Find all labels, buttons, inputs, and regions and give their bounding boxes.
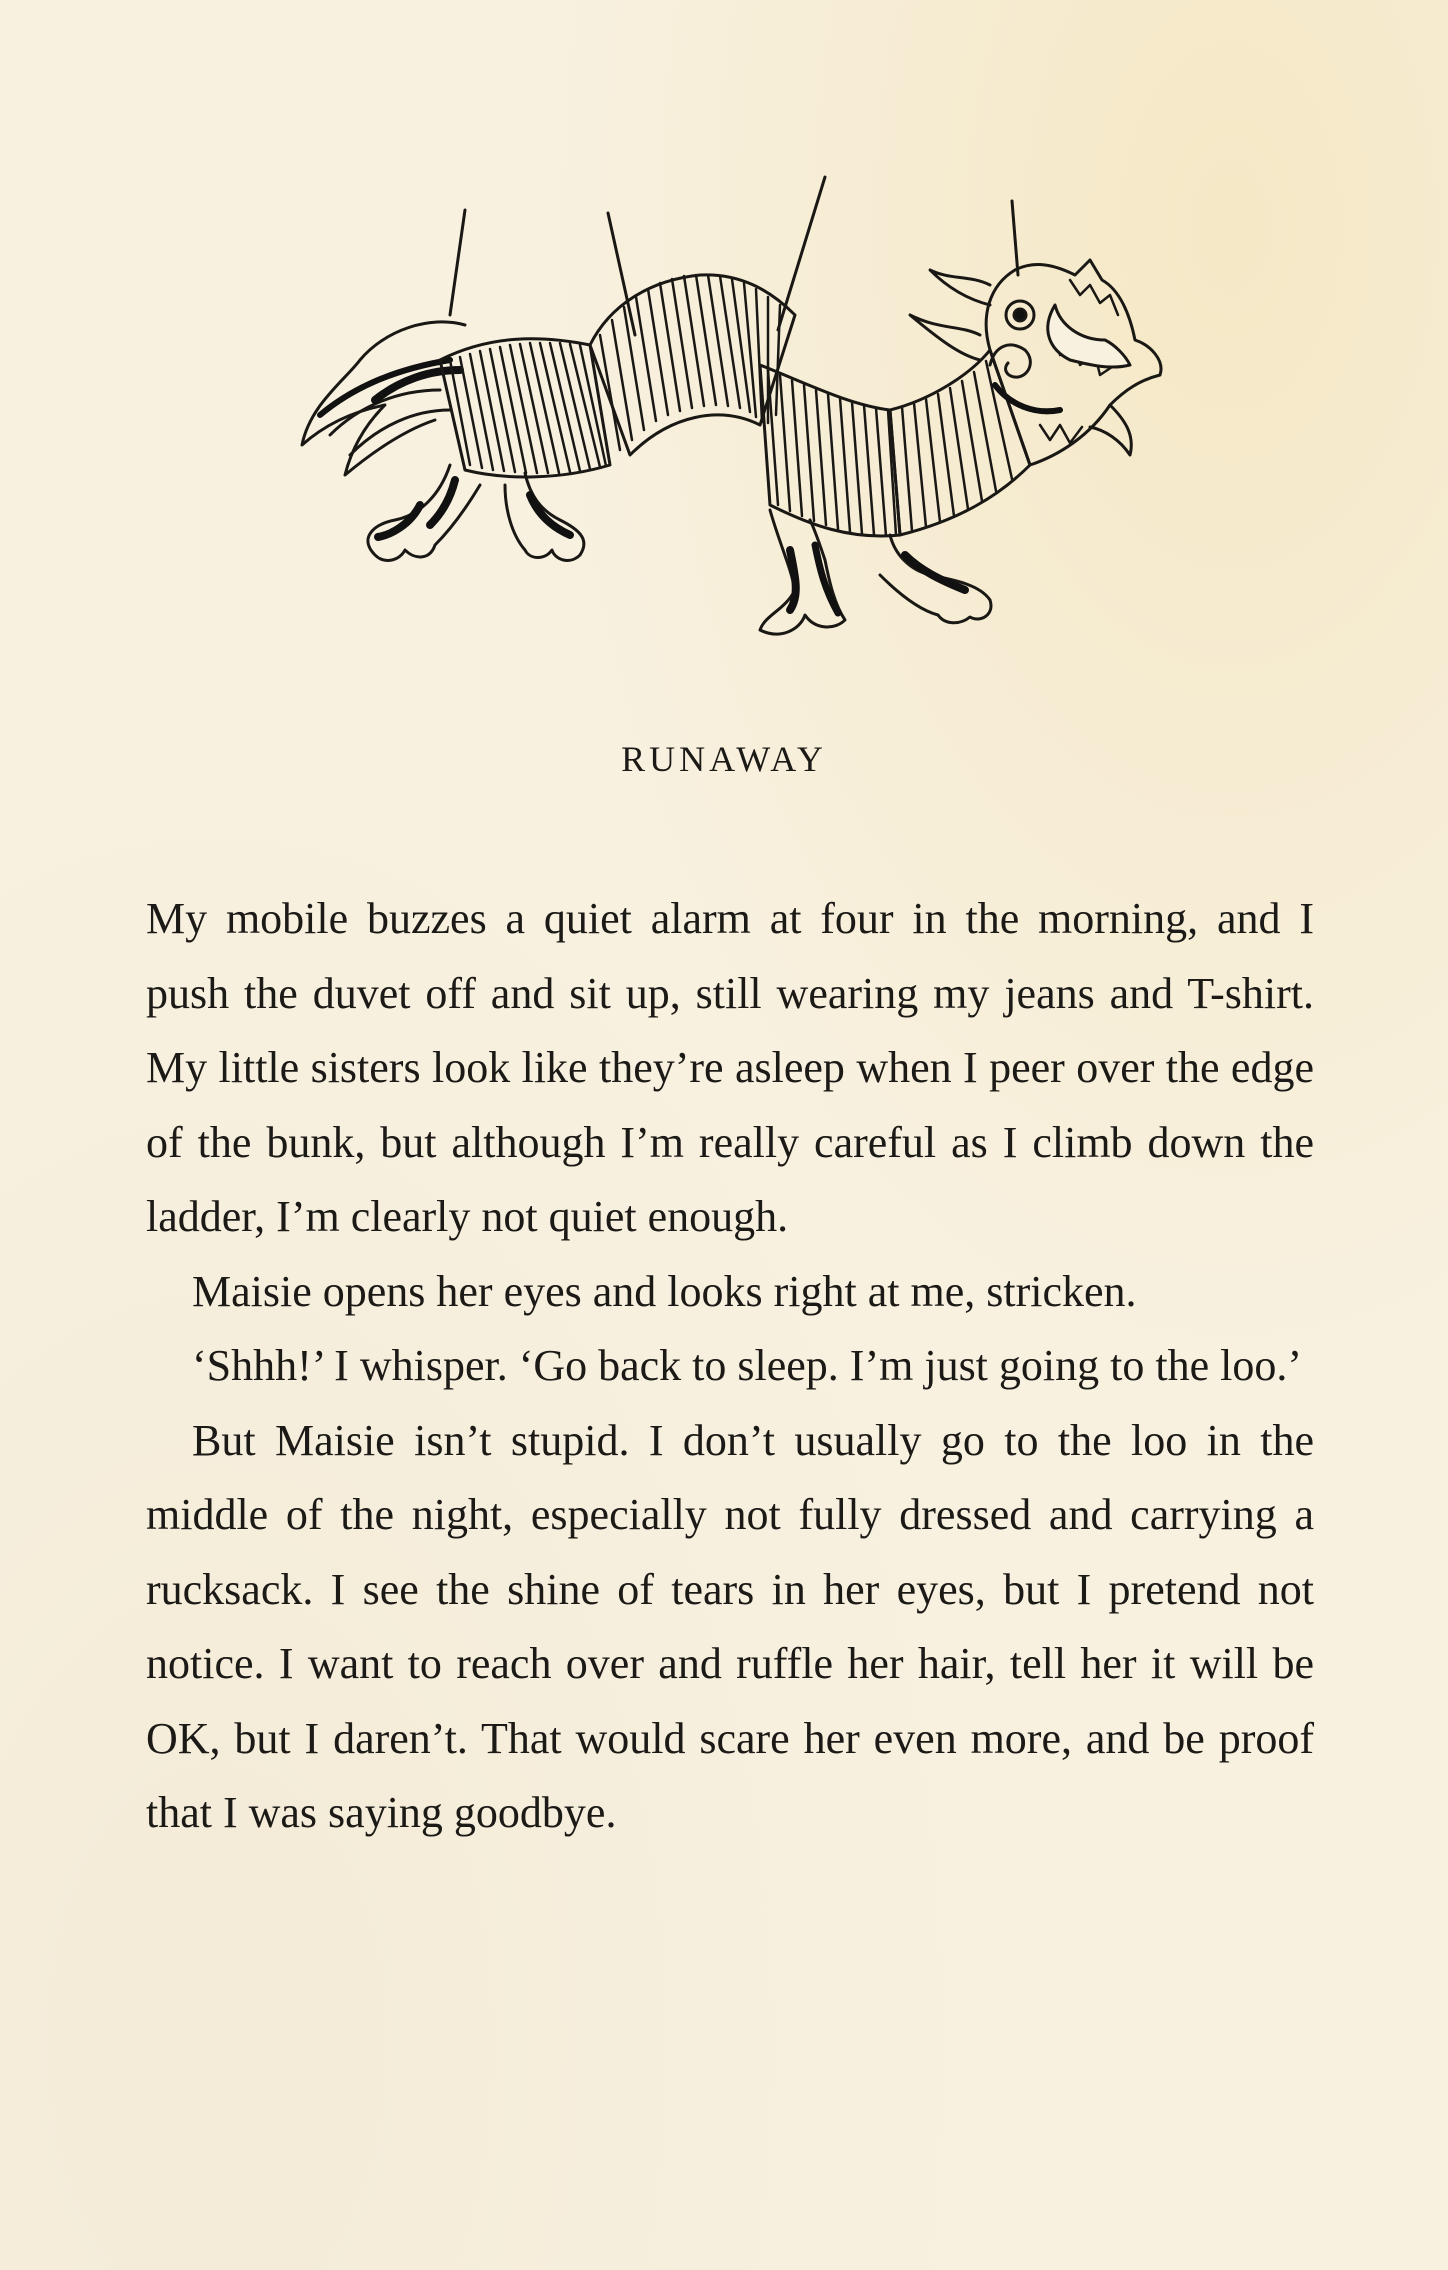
paragraph: ‘Shhh!’ I whisper. ‘Go back to sleep. I’m just going to the loo.’: [192, 1341, 1302, 1390]
paragraph: But Maisie isn’t stupid. I don’t usually go to the loo in the middle of the night, especially not fully dressed and carrying a rucksack. I see the shine of tears in her eyes, but I pretend not notice. I want to reach over and ruffle her hair, tell her it will be OK, but I daren’t. That would scare her even more, and be proof that I was saying goodbye.: [146, 1415, 1314, 1837]
body-text: [146, 882, 1314, 1851]
paragraph: Maisie opens her eyes and looks right at me, stricken.: [192, 1266, 1137, 1316]
paragraph: My mobile buzzes a quiet alarm at four in the morning, and I push the duvet off and sit up, still wearing my jeans and T-shirt. My little sisters look like they’re asleep when I peer over the edge of the bunk, but although I’m really careful as I climb down the ladder, I’m clearly not quiet enough.: [146, 894, 1314, 1241]
chapter-title: RUNAWAY: [621, 739, 827, 779]
dragon-puppet-icon: [290, 165, 1170, 685]
